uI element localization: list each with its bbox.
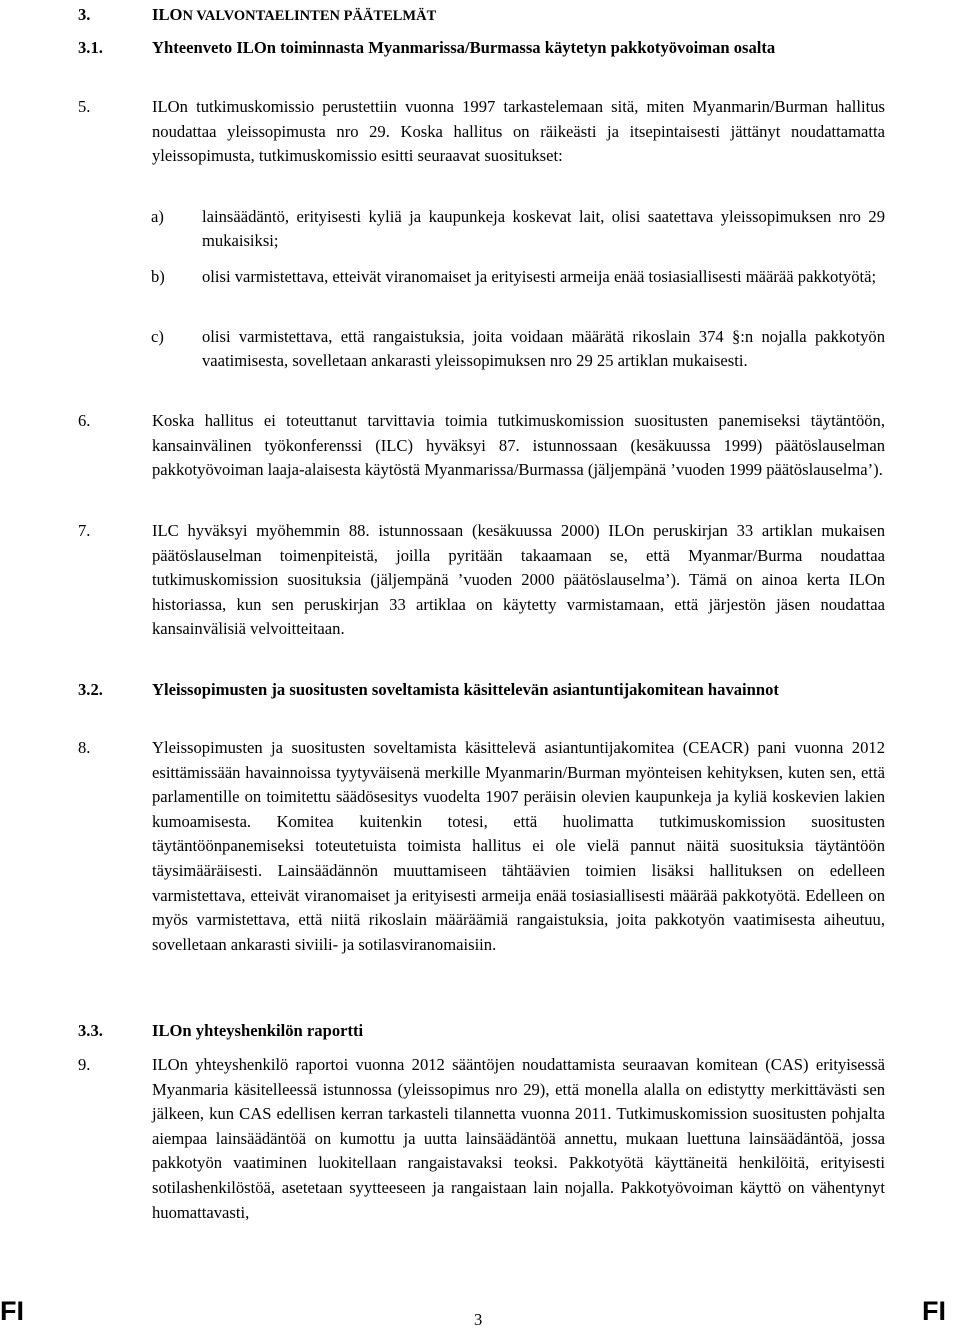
section-number: 3.1.	[78, 38, 103, 57]
section-title: Yhteenveto ILOn toiminnasta Myanmarissa/Burmassa käytetyn pakkotyövoiman osalta	[152, 38, 776, 57]
list-item-text: lainsäädäntö, erityisesti kyliä ja kaupunkeja koskevat lait, olisi saatettava yleissopimuksen nro 29 mukaisiksi;	[202, 207, 885, 250]
list-item-text: olisi varmistettava, että rangaistuksia, joita voidaan määrätä rikoslain 374 §:n nojalla pakkotyön vaatimisesta, sovelletaan ankarasti yleissopimuksen nro 29 25 artiklan mukaisesti.	[202, 327, 885, 370]
paragraph-number: 8.	[78, 738, 91, 757]
paragraph-text: ILOn yhteyshenkilö raportoi vuonna 2012 sääntöjen noudattamista seuraavan komitean (CAS) erityisessä Myanmaria käsitelleessä istunnossa (yleissopimus nro 29), että monella alalla on edistytty merkittävästi sen jälkeen, kun CAS edellisen kerran tarkasteli tilannetta vuonna 2011. Tutkimuskomission suositusten pohjalta aiempaa lainsäädäntöä on kumottu ja uutta lainsäädäntöä annettu, mukaan luettuna lainsäädäntöä, jossa pakkotyön vaatiminen luokitellaan rangaistavaksi teoksi. Pakkotyötä käyttäneitä henkilöitä, erityisesti sotilashenkilöstöä, asetetaan syytteeseen ja rangaistaan lain nojalla. Pakkotyövoiman käyttö on vähentynyt huomattavasti,	[152, 1055, 885, 1222]
section-heading-3-3	[78, 1018, 885, 1043]
section-heading-3-1	[78, 35, 885, 60]
paragraph-text: ILOn tutkimuskomissio perustettiin vuonna 1997 tarkastelemaan sitä, miten Myanmarin/Burman hallitus noudattaa yleissopimusta nro 29. Koska hallitus on räikeästi ja itsepintaisesti jättänyt noudattamatta yleissopimusta, tutkimuskomissio esitti seuraavat suositukset:	[152, 97, 885, 166]
section-heading-3-2	[78, 677, 885, 702]
paragraph-number: 7.	[78, 521, 91, 540]
paragraph-text: ILC hyväksyi myöhemmin 88. istunnossaan (kesäkuussa 2000) ILOn peruskirjan 33 artiklan mukaisen päätöslauselman toimenpiteistä, joilla pyritään takaamaan se, että Myanmar/Burma noudattaa tutkimuskomission suosituksia (jäljempänä ’vuoden 2000 päätöslauselma’). Tämä on ainoa kerta ILOn historiassa, kun sen peruskirjan 33 artiklaa on käytetty varmistamaan, että järjestön jäsen noudattaa kansainvälisiä velvoitteitaan.	[152, 521, 885, 639]
recommendation-b	[151, 265, 885, 289]
list-label: c)	[151, 327, 164, 346]
section-title: Yleissopimusten ja suositusten soveltamista käsittelevän asiantuntijakomitean havainnot	[152, 680, 779, 699]
list-item-text: olisi varmistettava, etteivät viranomaiset ja erityisesti armeija enää tosiasiallisesti määrää pakkotyötä;	[202, 267, 877, 286]
list-label: a)	[151, 207, 164, 226]
paragraph-7	[78, 519, 885, 642]
paragraph-number: 6.	[78, 411, 91, 430]
chapter-number: 3.	[78, 5, 91, 24]
page-number: 3	[474, 1310, 483, 1329]
recommendation-a	[151, 205, 885, 253]
paragraph-5	[78, 95, 885, 169]
paragraph-number: 9.	[78, 1055, 91, 1074]
paragraph-9	[78, 1053, 885, 1225]
paragraph-number: 5.	[78, 97, 91, 116]
section-title: ILOn yhteyshenkilön raportti	[152, 1021, 364, 1040]
section-number: 3.2.	[78, 680, 103, 699]
list-label: b)	[151, 267, 165, 286]
paragraph-8	[78, 736, 885, 957]
paragraph-text: Yleissopimusten ja suositusten soveltamista käsittelevä asiantuntijakomitea (CEACR) pani vuonna 2012 esittämissään havainnoissa tyytyväisenä merkille Myanmarin/Burman myönteisen kehityksen, kuten sen, että parlamentille on toimitettu säädösesitys vuodelta 1907 peräisin olevien kaupunkeja ja kyliä koskevien lakien kumoamisesta. Komitea kuitenkin totesi, että huolimatta tutkimuskomission suositusten täytäntöönpanemiseksi toteutetuista toimista hallitus ei ole vielä pannut näitä suosituksia täytäntöön täysimääräisesti. Lainsäädännön muuttamiseen tähtäävien toimien lisäksi hallituksen on edelleen varmistettava, etteivät viranomaiset ja erityisesti armeija enää tosiasiallisesti määrää pakkotyötä. Edelleen on myös varmistettava, että niitä rikoslain määräämiä rangaistuksia, joita pakkotyön vaatimisesta aiheutuu, sovelletaan ankarasti siviili- ja sotilasviranomaisiin.	[152, 738, 885, 954]
chapter-title: ILON VALVONTAELINTEN PÄÄTELMÄT	[152, 5, 437, 24]
paragraph-6	[78, 409, 885, 483]
paragraph-text: Koska hallitus ei toteuttanut tarvittavia toimia tutkimuskomission suositusten panemiseksi täytäntöön, kansainvälinen työkonferenssi (ILC) hyväksyi 87. istunnossaan (kesäkuussa 1999) päätöslauselman pakkotyövoiman laaja-alaisesta käytöstä Myanmarissa/Burmassa (jäljempänä ’vuoden 1999 päätöslauselma’).	[152, 411, 885, 480]
footer-language-left: FI	[0, 1296, 24, 1326]
footer-language-right: FI	[922, 1296, 946, 1326]
recommendation-c	[151, 325, 885, 373]
section-number: 3.3.	[78, 1021, 103, 1040]
